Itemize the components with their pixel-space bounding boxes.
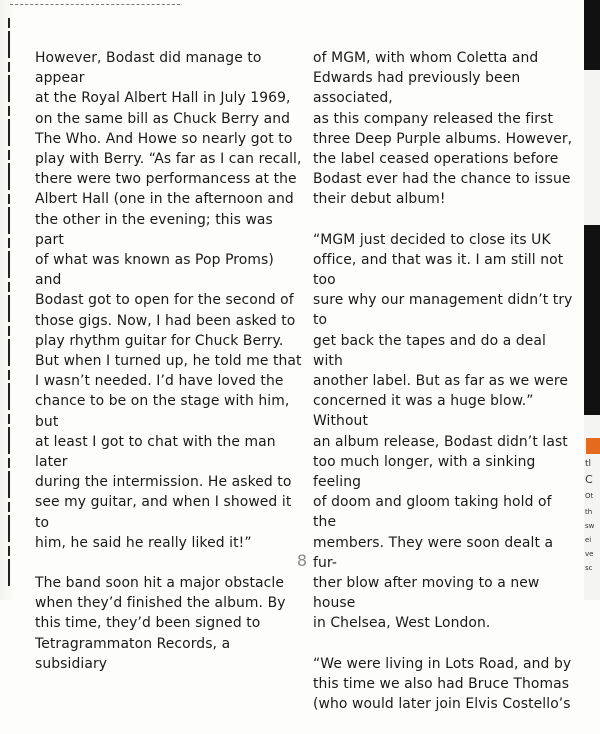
paragraph: However, Bodast did manage to appear at the Royal Albert Hall in July 1969, on the same bill as Chuck Berry and The Who. And Howe so nearly got to play with Berry. “As far as I can recall, there were two performancess at the Albert Hall (one in the afternoon and the other in the evening; this was part of what was known as Pop Proms) and Bodast got to open for the second of those gigs. Now, I had been asked to play rhythm guitar for Chuck Berry. But when I turned up, he told me that I wasn’t needed. I’d have loved the chance to be on the stage with him, but at least I got to chat with the man later during the intermission. He asked to see my guitar, and when I showed it to him, he said he really liked it!” — [35, 50, 302, 551]
neighbor-text-fragment: ei — [585, 536, 592, 544]
neighbor-text-fragment: ve — [585, 550, 594, 558]
binding-rule — [8, 18, 10, 588]
neighbor-text-fragment: sw — [585, 522, 595, 530]
left-page-edge — [0, 0, 14, 600]
right-text-column — [313, 48, 577, 734]
neighbor-photo-block — [584, 225, 600, 415]
page-number: 8 — [296, 551, 308, 570]
neighbor-accent-block — [586, 438, 600, 454]
neighbor-text-fragment: sc — [585, 564, 593, 572]
neighbor-page-strip — [584, 0, 600, 600]
neighbor-text-fragment: tl — [585, 459, 592, 469]
paragraph: The band soon hit a major obstacle when they’d finished the album. By this time, they’d been signed to Tetragrammaton Records, a subsidiary — [35, 575, 286, 672]
neighbor-text-fragment: th — [585, 508, 593, 516]
paragraph: “MGM just decided to close its UK office, and that was it. I am still not too sure why our management didn’t try to get back the tapes and do a deal with another label. But as far as we were concerned it was a huge blow.” Without an album release, Bodast didn’t last too much longer, with a sinking feeling of doom and gloom taking hold of the members. They were soon dealt a fur- ther blow after moving to a new house in Chelsea, West London. — [313, 231, 573, 632]
paragraph: “We were living in Lots Road, and by this time we also had Bruce Thomas (who would later join Elvis Costello’s — [313, 655, 572, 713]
paragraph: of MGM, with whom Coletta and Edwards had previously been associated, as this company released the first three Deep Purple albums. However, the label ceased operations before Bodast ever had the chance to issue their debut album! — [313, 50, 573, 208]
left-text-column — [35, 48, 303, 694]
neighbor-text-fragment: C — [585, 473, 593, 486]
neighbor-photo-block — [584, 0, 600, 70]
top-page-edge — [10, 4, 180, 6]
neighbor-text-fragment: Ot — [585, 492, 594, 500]
